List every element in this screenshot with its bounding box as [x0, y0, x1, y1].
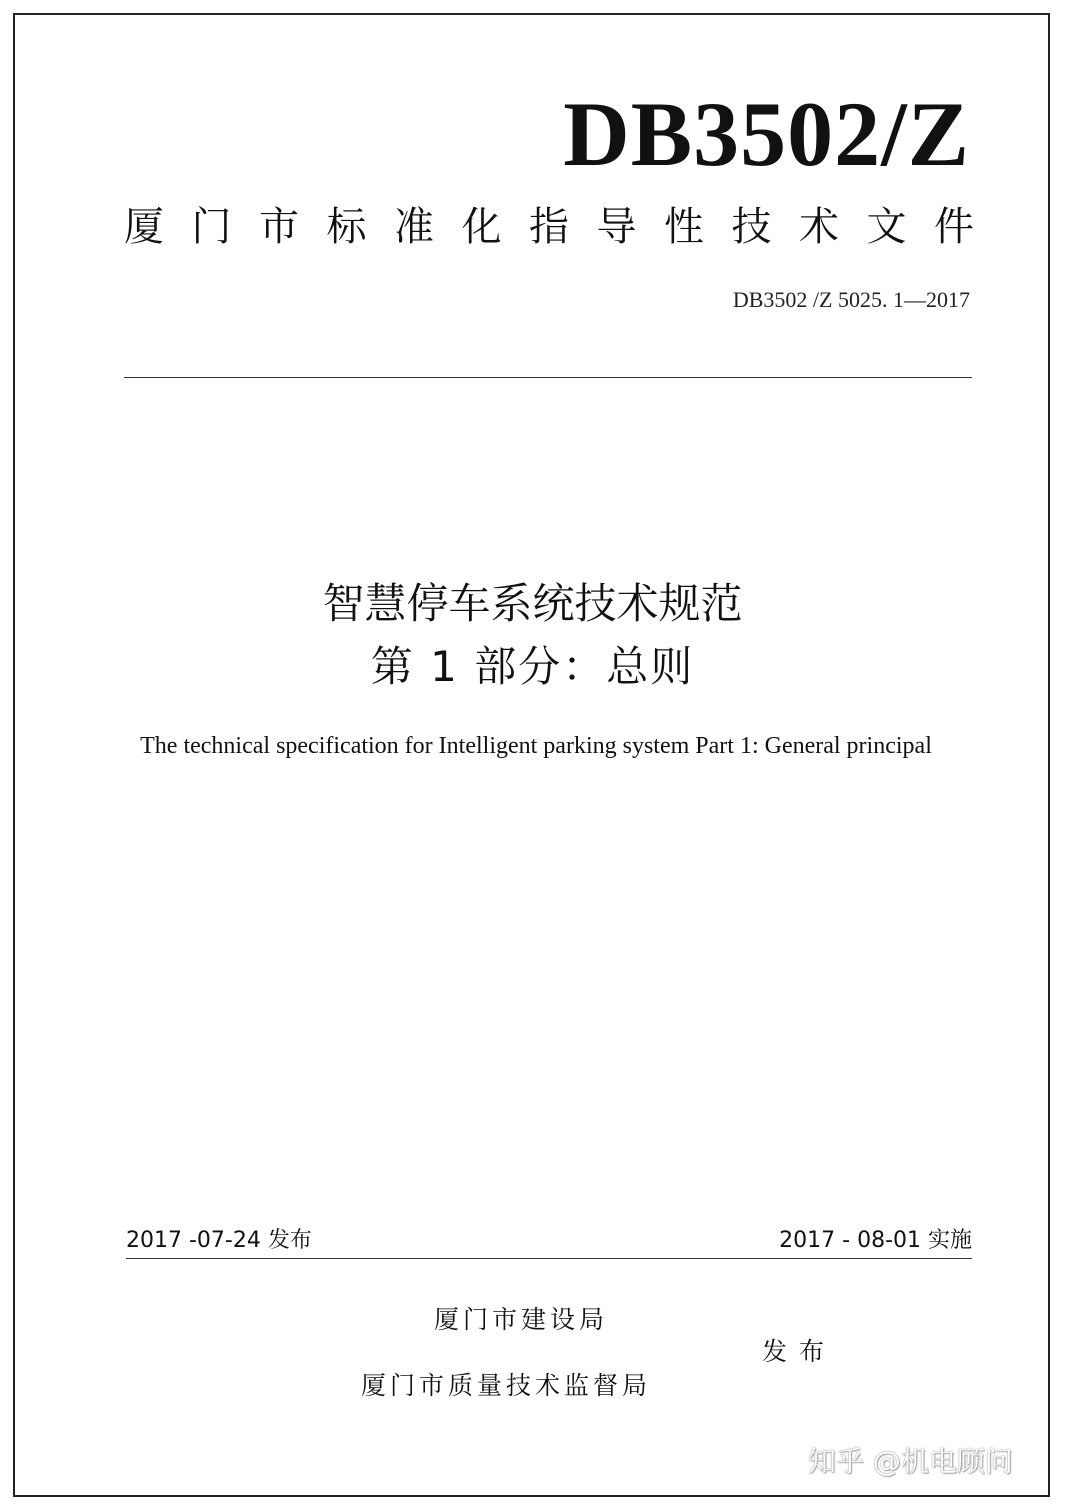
- document-type-char: 门: [191, 204, 232, 250]
- issuer-construction-bureau: 厦门市建设局: [434, 1305, 609, 1334]
- document-type-char: 导: [596, 204, 637, 250]
- document-type-char: 标: [326, 204, 367, 250]
- header-divider: [124, 377, 972, 378]
- footer-divider: [126, 1258, 972, 1259]
- document-type-char: 性: [664, 204, 704, 250]
- effective-date: 2017 - 08-01 实施: [779, 1228, 972, 1253]
- document-number: DB3502 /Z 5025. 1—2017: [732, 287, 970, 312]
- document-type-char: 准: [394, 204, 434, 250]
- document-type-char: 化: [461, 204, 502, 250]
- title-chinese-part: 第 1 部分：总则: [370, 642, 695, 691]
- issuer-quality-bureau: 厦门市质量技术监督局: [361, 1371, 652, 1400]
- document-type-char: 件: [934, 204, 974, 250]
- title-chinese-main: 智慧停车系统技术规范: [322, 579, 743, 628]
- watermark: 知乎 @机电顾问: [808, 1445, 1013, 1478]
- document-type-char: 指: [529, 204, 569, 250]
- issued-label: 发布: [762, 1337, 837, 1366]
- document-type-char: 文: [866, 204, 907, 250]
- document-type-char: 厦: [124, 204, 164, 250]
- document-type-char: 技: [731, 204, 772, 250]
- title-english: The technical specification for Intelligent parking system Part 1: General principal: [140, 733, 932, 759]
- document-type-char: 术: [799, 204, 839, 250]
- document-type-char: 市: [259, 204, 299, 250]
- document-type: [124, 204, 974, 250]
- publish-date: 2017 -07-24 发布: [126, 1228, 312, 1253]
- standard-code: DB3502/Z: [563, 83, 970, 185]
